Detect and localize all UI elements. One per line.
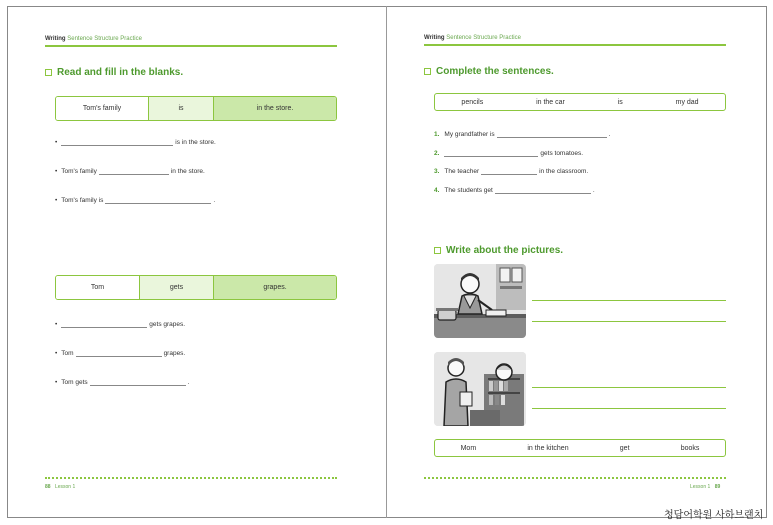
table-cell: in the store. [213, 97, 336, 120]
heading-text: Read and fill in the blanks. [57, 67, 184, 78]
answer-blank[interactable] [99, 167, 169, 175]
item-text: in the classroom. [539, 168, 589, 175]
left-sentence-table-1 [55, 96, 337, 121]
sentence-item-4 [434, 186, 595, 194]
right-section1-heading [424, 66, 554, 77]
bullet: • [55, 168, 58, 175]
table-cell: gets [139, 276, 213, 299]
checkbox-icon [45, 69, 52, 76]
fill-item [55, 196, 215, 204]
bullet: • [55, 321, 58, 328]
word-box-item: pencils [461, 98, 484, 106]
page-number: 88 [45, 484, 51, 490]
sentence-item-3 [434, 167, 588, 175]
fill-item [55, 349, 185, 357]
answer-blank[interactable] [61, 138, 173, 146]
item-number: 1. [434, 131, 440, 138]
answer-blank[interactable] [90, 378, 186, 386]
picture-woman-cooking [434, 264, 526, 338]
item-text: gets grapes. [149, 321, 186, 328]
answer-blank[interactable] [76, 349, 162, 357]
writing-line[interactable] [532, 300, 726, 301]
bullet: • [55, 350, 58, 357]
lesson-label: Lesson 1 [690, 484, 711, 490]
item-text: . [608, 131, 611, 138]
item-number: 4. [434, 187, 440, 194]
table-cell: Tom's family [56, 97, 148, 120]
item-text: My grandfather is [444, 131, 495, 138]
sentence-item-2 [434, 149, 583, 157]
item-text: . [187, 379, 190, 386]
item-text: Tom [61, 350, 74, 357]
woman-cooking-illustration [434, 264, 526, 338]
left-header-rule [45, 45, 337, 47]
writing-line[interactable] [532, 408, 726, 409]
left-section1-heading [45, 67, 183, 78]
right-footer [690, 484, 720, 490]
item-text: gets tomatoes. [540, 150, 584, 157]
answer-blank[interactable] [481, 167, 537, 175]
fill-item [55, 320, 185, 328]
bullet: • [55, 139, 58, 146]
item-text: The teacher [444, 168, 480, 175]
table-cell: is [148, 97, 213, 120]
bullet: • [55, 379, 58, 386]
writing-line[interactable] [532, 321, 726, 322]
bullet: • [55, 197, 58, 204]
item-text: Tom gets [61, 379, 88, 386]
item-text: Tom's family [61, 168, 97, 175]
word-box-item: books [680, 444, 700, 452]
answer-blank[interactable] [105, 196, 211, 204]
header-subtitle: Sentence Structure Practice [67, 36, 142, 42]
left-footer [45, 484, 75, 490]
lesson-label: Lesson 1 [54, 484, 76, 490]
answer-blank[interactable] [497, 130, 607, 138]
checkbox-icon [434, 247, 441, 254]
word-box-item: in the kitchen [527, 444, 569, 452]
table-cell: grapes. [213, 276, 336, 299]
answer-blank[interactable] [495, 186, 591, 194]
fill-item [55, 378, 189, 386]
item-number: 3. [434, 168, 440, 175]
item-text: The students get [444, 187, 493, 194]
item-text: Tom's family is [61, 197, 104, 204]
heading-text: Write about the pictures. [446, 245, 564, 256]
item-text: . [592, 187, 595, 194]
header-subtitle: Sentence Structure Practice [446, 35, 521, 41]
left-footer-rule [45, 477, 337, 479]
word-box-item: in the car [536, 98, 565, 106]
header-label: Writing [424, 35, 445, 41]
table-cell: Tom [56, 276, 139, 299]
item-text: is in the store. [175, 139, 216, 146]
header-label: Writing [45, 36, 66, 42]
right-header-rule [424, 44, 726, 46]
word-box-2 [434, 439, 726, 457]
page-number: 89 [714, 484, 721, 490]
fill-item [55, 138, 216, 146]
word-box-item: is [617, 98, 623, 106]
item-text: . [213, 197, 216, 204]
item-number: 2. [434, 150, 440, 157]
fill-item [55, 167, 205, 175]
picture-man-books [434, 352, 526, 426]
word-box-item: my dad [675, 98, 699, 106]
sentence-item-1 [434, 130, 610, 138]
answer-blank[interactable] [444, 149, 538, 157]
left-page-header [45, 36, 142, 42]
left-sentence-table-2 [55, 275, 337, 300]
answer-blank[interactable] [61, 320, 147, 328]
word-box-1 [434, 93, 726, 111]
right-page-header [424, 35, 521, 41]
word-box-item: Mom [460, 444, 477, 452]
checkbox-icon [424, 68, 431, 75]
right-footer-rule [424, 477, 726, 479]
writing-line[interactable] [532, 387, 726, 388]
item-text: in the store. [170, 168, 205, 175]
item-text: grapes. [163, 350, 186, 357]
word-box-item: get [619, 444, 630, 452]
right-section2-heading [434, 245, 563, 256]
page-divider [386, 6, 387, 518]
watermark: 청담어학원 사하브랜치 [664, 510, 764, 521]
heading-text: Complete the sentences. [436, 66, 554, 77]
man-books-illustration [434, 352, 526, 426]
